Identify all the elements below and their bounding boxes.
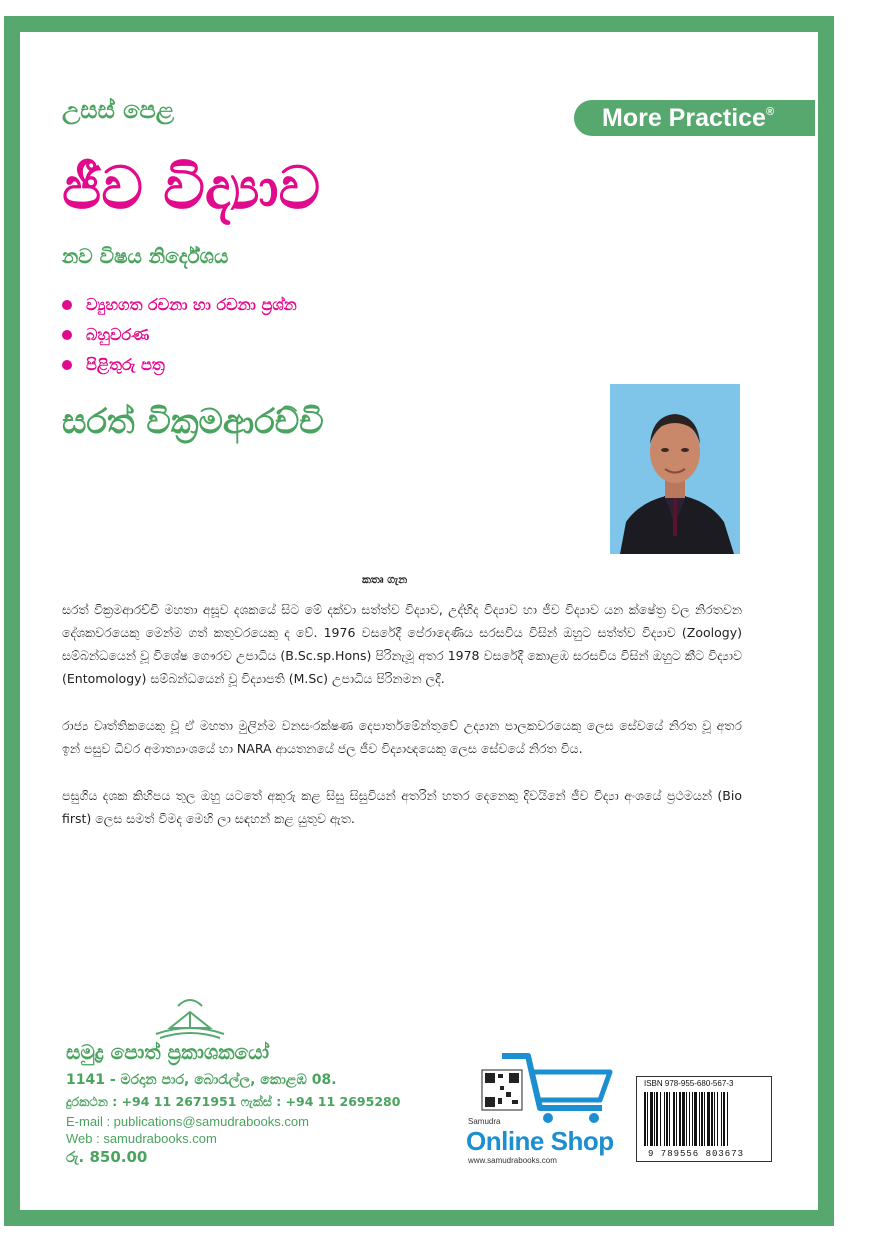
- shop-brand: Samudra: [468, 1117, 501, 1126]
- feature-item: [62, 290, 297, 320]
- publisher-website: Web : samudrabooks.com: [66, 1131, 217, 1146]
- barcode-icon: [642, 1090, 766, 1150]
- barcode-bar: [669, 1092, 670, 1146]
- book-logo-icon: [150, 992, 230, 1042]
- barcode-bar: [647, 1092, 648, 1146]
- barcode-bar: [682, 1092, 685, 1146]
- barcode-number: 9 789556 803673: [648, 1149, 745, 1159]
- author-portrait-icon: [610, 384, 740, 554]
- author-name: සරත් වික්‍රමආරච්චි: [62, 402, 324, 442]
- barcode-bar: [704, 1092, 705, 1146]
- barcode-bar: [686, 1092, 687, 1146]
- bio-paragraph: රාජ්‍ය වෘත්තිකයෙකු වූ ඒ මහතා මුලින්ම වනසංරක්ෂණ දෙපාර්තමේන්තුවේ උද්‍යාන පාලකවරයෙකු ලෙස සේවයේ නිරත වූ අතර ඉන් පසුව ධීවර අමාත්‍යාංශයේ හා NARA ආයතනයේ ජල ජීව විද්‍යාඥයෙකු ලෙස සේවයේ නිරත විය.: [62, 718, 742, 756]
- bullet-icon: [62, 330, 72, 340]
- book-title: ජීව විද්‍යාව: [62, 154, 321, 222]
- barcode-bar: [689, 1092, 690, 1146]
- barcode-bar: [654, 1092, 655, 1146]
- barcode-bar: [727, 1092, 728, 1146]
- registered-mark: ®: [765, 106, 775, 118]
- badge-label: More Practice: [602, 104, 766, 132]
- barcode-bar: [694, 1092, 697, 1146]
- more-practice-badge: [574, 100, 815, 136]
- barcode-bar: [707, 1092, 710, 1146]
- feature-item: [62, 320, 297, 350]
- bio-paragraph: සරත් වික්‍රමආරච්චි මහතා අසූව දශකයේ සිට මේ දක්වා සත්ත්ව විද්‍යාව, උද්භිද විද්‍යාව හා ජීව විද්‍යාව යන ක්ෂේත්‍ර වල නිරතවන දේශකවරයෙකු මෙන්ම ගත් කතුවරයෙකු ද වේ. 1976 වසරේදී පේරාදෙණිය සරසවිය විසින් ඔහුට සත්ත්ව විද්‍යාව (Zoology) සම්බන්ධයෙන් වූ විශේෂ ගෞරව උපාධිය (B.Sc.sp.Hons) පිරිනැමූ අතර 1978 වසරේදී කොළඹ සරසවිය විසින් ඔහුට කීට විද්‍යාව (Entomology) සම්බන්ධයෙන් වූ විද්‍යාපති (M.Sc) උපාධිය පිරිනමන ලදී.: [62, 602, 742, 686]
- shop-url: www.samudrabooks.com: [468, 1156, 557, 1165]
- barcode-bar: [650, 1092, 653, 1146]
- online-shop-label: Online Shop: [466, 1126, 614, 1156]
- series-label: උසස් පෙළ: [62, 96, 175, 124]
- author-bio: [62, 598, 742, 854]
- barcode-bar: [723, 1092, 725, 1146]
- feature-text: බහුවරණ: [86, 325, 150, 344]
- barcode-bar: [676, 1092, 677, 1146]
- barcode-bar: [666, 1092, 668, 1146]
- barcode-bar: [714, 1092, 715, 1146]
- feature-text: ව්‍යුහගත රචනා හා රචනා ප්‍රශ්න: [86, 295, 297, 314]
- barcode-bar: [701, 1092, 703, 1146]
- barcode-bar: [679, 1092, 681, 1146]
- barcode-bar: [673, 1092, 675, 1146]
- barcode-bar: [660, 1092, 661, 1146]
- barcode-bar: [717, 1092, 718, 1146]
- syllabus-label: නව විෂය නිර්දේශය: [62, 244, 229, 268]
- bullet-icon: [62, 300, 72, 310]
- barcode-bar: [644, 1092, 646, 1146]
- barcode-bar: [711, 1092, 713, 1146]
- barcode-bar: [656, 1092, 658, 1146]
- barcode-bar: [664, 1092, 665, 1146]
- publisher-email: E-mail : publications@samudrabooks.com: [66, 1114, 309, 1129]
- barcode-bar: [699, 1092, 700, 1146]
- feature-item: [62, 350, 297, 380]
- bullet-icon: [62, 360, 72, 370]
- feature-list: [62, 290, 297, 380]
- publisher-name: සමුද්‍ර පොත් ප්‍රකාශකයෝ: [66, 1040, 270, 1064]
- bio-paragraph: පසුගිය දශක කිහිපය තුල ඔහු යටතේ අකුරු කළ සිසු සිසුවියන් අතරින් හතර දෙනෙකු දිවයිනේ ජීව විද්‍යා අංශයේ ප්‍රථමයන් (Bio first) ලෙස සමත් වීමද මෙහි ලා සඳහන් කළ යුතුව ඇත.: [62, 788, 742, 826]
- publisher-address: 1141 - මරදාන පාර, බොරැල්ල, කොළඹ 08.: [66, 1072, 337, 1088]
- barcode-bar: [692, 1092, 693, 1146]
- barcode-bar: [721, 1092, 722, 1146]
- publisher-phone: දුරකථන : +94 11 2671951 ෆැක්ස් : +94 11 2695280: [66, 1094, 401, 1109]
- isbn-text: ISBN 978-955-680-567-3: [644, 1079, 734, 1088]
- feature-text: පිළිතුරු පත්‍ර: [86, 355, 165, 374]
- about-author-heading: කතෘ ගැන: [362, 573, 408, 586]
- book-price: රු. 850.00: [66, 1148, 148, 1166]
- author-photo: [610, 384, 740, 554]
